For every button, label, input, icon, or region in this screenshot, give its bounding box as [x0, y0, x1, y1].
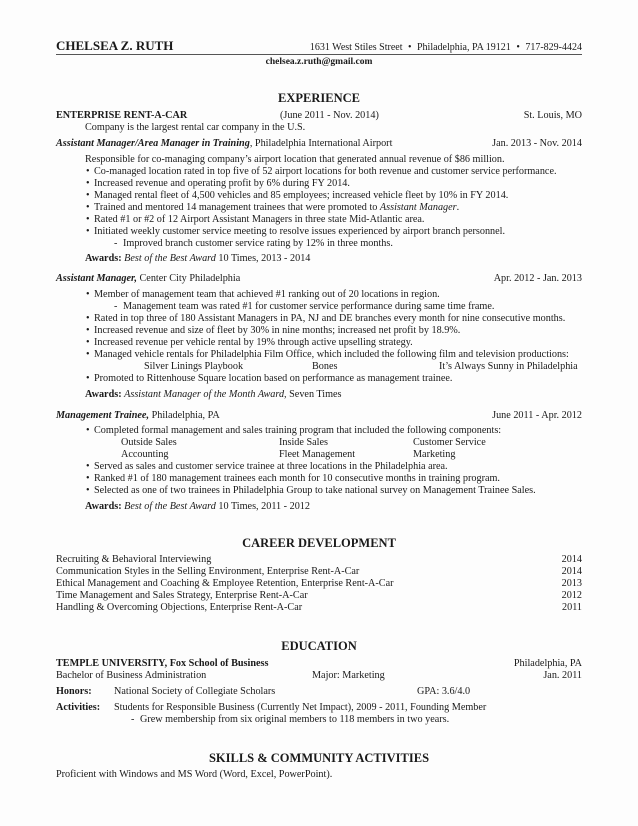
- awards-line: [85, 501, 310, 513]
- production-item: Bones: [312, 361, 338, 372]
- company-description: Company is the largest rental car company in the U.S.: [85, 122, 306, 133]
- gpa: GPA: 3.6/4.0: [417, 686, 471, 697]
- role-title: Management Trainee,: [56, 410, 150, 421]
- phone: 717-829-4424: [525, 42, 582, 53]
- role-place: Center City Philadelphia: [136, 273, 241, 284]
- bullet-italic: Assistant Manager: [379, 202, 457, 213]
- component-item: Inside Sales: [279, 437, 328, 448]
- bullet-item: • Rated #1 or #2 of 12 Airport Assistant Managers in three state Mid-Atlantic area.: [94, 214, 424, 226]
- activities: Students for Responsible Business (Currently Net Impact), 2009 - 2011, Founding Member: [114, 702, 487, 713]
- role-place: Philadelphia, PA: [149, 410, 220, 421]
- bullet-item: • Increased revenue and size of fleet by 30% in nine months; increased net profit by 18.9%.: [94, 325, 460, 337]
- bullet-item: • Co-managed location rated in top five of 52 airport locations for both revenue and customer service performance.: [94, 166, 557, 178]
- bullet-item: • Served as sales and customer service trainee at three locations in the Philadelphia area.: [94, 461, 448, 473]
- bullet-item: [94, 202, 459, 214]
- component-item: Customer Service: [413, 437, 486, 448]
- role-title: Assistant Manager,: [56, 273, 137, 284]
- award-name: Assistant Manager of the Month Award,: [124, 389, 287, 400]
- skills-text: Proficient with Windows and MS Word (Word, Excel, PowerPoint).: [56, 769, 333, 780]
- career-year: 2013: [561, 578, 582, 589]
- bullet-item: • Completed formal management and sales training program that included the following components:: [94, 425, 501, 437]
- career-year: 2014: [561, 566, 582, 577]
- separator-dot: •: [407, 42, 412, 53]
- candidate-name: CHELSEA Z. RUTH: [56, 38, 174, 53]
- production-item: It’s Always Sunny in Philadelphia: [439, 361, 578, 372]
- awards-line: [85, 389, 342, 401]
- career-item: Recruiting & Behavioral Interviewing: [56, 554, 212, 565]
- role-place: , Philadelphia International Airport: [249, 138, 393, 149]
- company-dates: (June 2011 - Nov. 2014): [280, 110, 379, 121]
- component-item: Fleet Management: [279, 449, 356, 460]
- section-title-education: EDUCATION: [281, 639, 357, 653]
- component-item: Outside Sales: [121, 437, 177, 448]
- address: 1631 West Stiles Street: [309, 42, 403, 53]
- school-location: Philadelphia, PA: [513, 658, 582, 669]
- awards-label: Awards:: [85, 501, 122, 512]
- section-title-experience: EXPERIENCE: [278, 91, 360, 105]
- bullet-item: • Increased revenue per vehicle rental by 19% through active upselling strategy.: [94, 337, 413, 349]
- city: Philadelphia, PA 19121: [417, 42, 511, 53]
- bullet-item: • Initiated weekly customer service meeting to resolve issues experienced by airport branch personnel.: [94, 226, 505, 238]
- role-dates: June 2011 - Apr. 2012: [492, 410, 582, 421]
- bullet-item: • Managed vehicle rentals for Philadelphia Film Office, which included the following film and television productions:: [94, 349, 569, 361]
- role-title-line: [56, 410, 220, 422]
- honors: National Society of Collegiate Scholars: [114, 686, 276, 697]
- activities-sub-item: - Grew membership from six original members to 118 members in two years.: [140, 714, 449, 726]
- role-title: Assistant Manager/Area Manager in Training: [56, 138, 250, 149]
- role-title-line: [56, 138, 392, 150]
- graduation-date: Jan. 2011: [543, 670, 582, 681]
- section-title-skills: SKILLS & COMMUNITY ACTIVITIES: [208, 751, 430, 765]
- bullet-item: • Member of management team that achieved #1 ranking out of 20 locations in region.: [94, 289, 440, 301]
- production-item: Silver Linings Playbook: [144, 361, 244, 372]
- email[interactable]: chelsea.z.ruth@gmail.com: [265, 57, 373, 67]
- career-year: 2014: [561, 554, 582, 565]
- school-name: TEMPLE UNIVERSITY, Fox School of Business: [56, 658, 269, 669]
- awards-label: Awards:: [85, 253, 122, 264]
- bullet-item: • Managed rental fleet of 4,500 vehicles and 85 employees; increased vehicle fleet by 10% in FY 2014.: [94, 190, 508, 202]
- separator-dot: •: [516, 42, 520, 53]
- awards-line: [85, 253, 310, 265]
- award-name: Best of the Best Award: [124, 501, 216, 512]
- award-detail: 10 Times, 2011 - 2012: [215, 501, 310, 512]
- degree: Bachelor of Business Administration: [56, 670, 207, 681]
- header-rule: [56, 54, 582, 55]
- sub-bullet-item: - Management team was rated #1 for customer service performance during same time frame.: [123, 301, 494, 313]
- role-dates: Apr. 2012 - Jan. 2013: [493, 273, 582, 284]
- company-name: ENTERPRISE RENT-A-CAR: [56, 110, 188, 121]
- component-item: Marketing: [413, 449, 456, 460]
- bullet-item: • Increased revenue and operating profit by 6% during FY 2014.: [94, 178, 350, 190]
- career-item: Communication Styles in the Selling Environment, Enterprise Rent-A-Car: [56, 566, 360, 577]
- career-year: 2012: [561, 590, 582, 601]
- bullet-item: • Rated in top three of 180 Assistant Managers in PA, NJ and DE branches every month for nine consecutive months.: [94, 313, 565, 325]
- bullet-item: • Promoted to Rittenhouse Square location based on performance as management trainee.: [94, 373, 452, 385]
- career-item: Time Management and Sales Strategy, Enterprise Rent-A-Car: [56, 590, 308, 601]
- contact-line: [310, 42, 582, 54]
- activities-label: Activities:: [56, 702, 101, 713]
- bullet-text: Trained and mentored 14 management trainees that were promoted to: [94, 202, 380, 213]
- section-title-career-development: CAREER DEVELOPMENT: [242, 536, 396, 550]
- honors-label: Honors:: [56, 686, 92, 697]
- company-location: St. Louis, MO: [523, 110, 582, 121]
- career-item: Ethical Management and Coaching & Employee Retention, Enterprise Rent-A-Car: [56, 578, 394, 589]
- career-item: Handling & Overcoming Objections, Enterprise Rent-A-Car: [56, 602, 303, 613]
- role-dates: Jan. 2013 - Nov. 2014: [492, 138, 582, 149]
- bullet-end: .: [456, 202, 460, 213]
- major: Major: Marketing: [312, 670, 385, 681]
- role-summary: Responsible for co-managing company’s airport location that generated annual revenue of $86 million.: [85, 154, 505, 165]
- award-detail: Seven Times: [286, 389, 342, 400]
- career-year: 2011: [562, 602, 582, 613]
- awards-label: Awards:: [85, 389, 122, 400]
- bullet-item: • Ranked #1 of 180 management trainees each month for 10 consecutive months in training program.: [94, 473, 500, 485]
- sub-bullet-item: - Improved branch customer service rating by 12% in three months.: [123, 238, 393, 250]
- component-item: Accounting: [121, 449, 169, 460]
- role-title-line: [56, 273, 240, 285]
- award-name: Best of the Best Award: [124, 253, 216, 264]
- bullet-item: • Selected as one of two trainees in Philadelphia Group to take national survey on Management Trainee Sales.: [94, 485, 536, 497]
- award-detail: 10 Times, 2013 - 2014: [215, 253, 311, 264]
